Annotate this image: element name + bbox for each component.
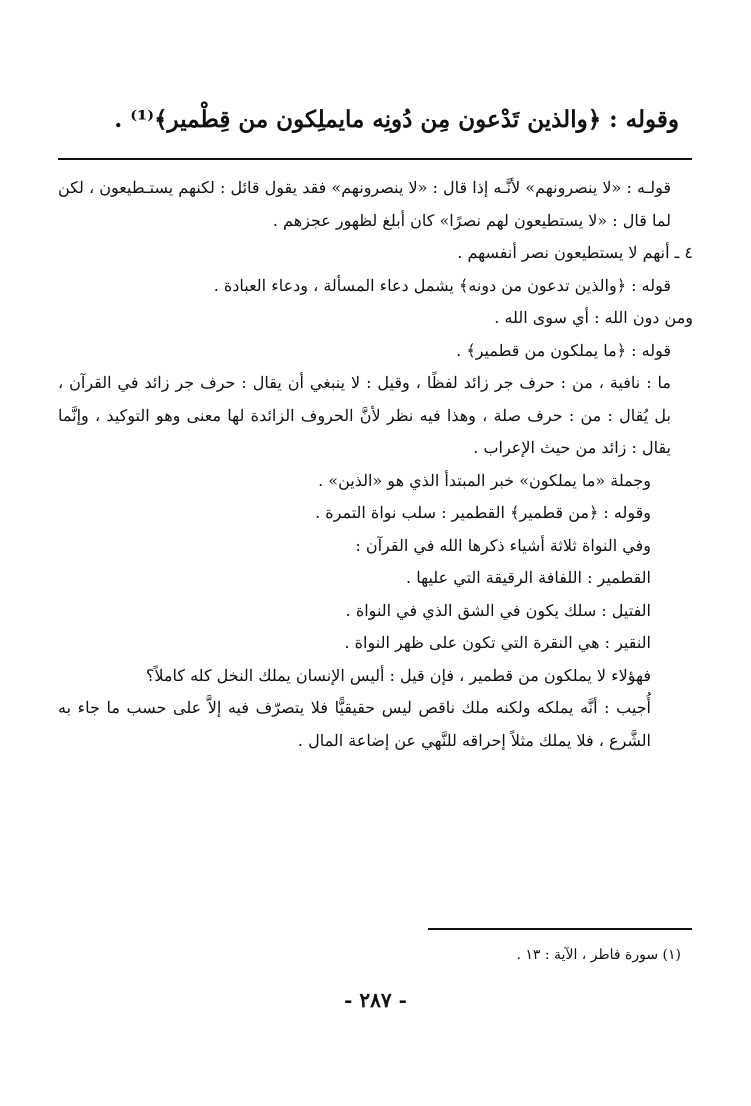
paragraph-14: أُجيب : أنَّه يملكه ولكنه ملك ناقص ليس حقيقيًّا فلا يتصرّف فيه إلاَّ على حسب ما جاء به الشَّرع ، فلا يملك مثلاً إحراقه للنَّهي عن إضاعة المال .: [58, 698, 651, 750]
paragraph-10: القطمير : اللفافة الرقيقة التي عليها .: [406, 568, 651, 587]
paragraph-2: ٤ ـ أنهم لا يستطيعون نصر أنفسهم .: [457, 243, 693, 262]
paragraph-13: فهؤلاء لا يملكون من قطمير ، فإن قيل : أليس الإنسان يملك النخل كله كاملاً؟: [145, 665, 651, 685]
paragraph-1: قولـه : «لا ينصرونهم» لأنَّـه إذا قال : «لا ينصرونهم» فقد يقول قائل : لكنهم يستـطيعون ، لكن لما قال : «لا يستطيعون لهم نصرًا» كان أبلغ لظهور عجزهم .: [58, 178, 671, 230]
body-text: [58, 172, 693, 757]
paragraph-4: ومن دون الله : أي سوى الله .: [494, 308, 693, 327]
header-divider: [58, 158, 692, 160]
paragraph-7: وجملة «ما يملكون» خبر المبتدأ الذي هو «الذين» .: [318, 470, 651, 490]
paragraph-6: ما : نافية ، من : حرف جر زائد لفظًا ، وقيل : لا ينبغي أن يقال : حرف جر زائد في القرآن ، بل يُقال : من : حرف صلة ، وهذا فيه نظر لأنَّ الحروف الزائدة لها معنى وهو التوكيد ، وإنَّما يقال : زائد من حيث الإعراب .: [58, 373, 671, 457]
paragraph-8: وقوله : ﴿من قطمير﴾ القطمير : سلب نواة التمرة .: [315, 503, 651, 522]
paragraph-3: قوله : ﴿والذين تدعون من دونه﴾ يشمل دعاء المسألة ، ودعاء العبادة .: [213, 275, 671, 295]
footnote: (١) سورة فاطر ، الآية : ١٣ .: [516, 947, 681, 963]
verse-header: وقوله : ﴿والذين تَدْعون مِن دُونِه مايملِكون من قِطْمير﴾⁽¹⁾ .: [114, 106, 679, 133]
page-number: - ٢٨٧ -: [344, 988, 407, 1012]
footnote-divider: [428, 928, 692, 930]
paragraph-12: النقير : هي النقرة التي تكون على ظهر النواة .: [344, 633, 651, 652]
paragraph-9: وفي النواة ثلاثة أشياء ذكرها الله في القرآن :: [355, 535, 651, 555]
paragraph-5: قوله : ﴿ما يملكون من قطمير﴾ .: [456, 340, 671, 360]
paragraph-11: الفتيل : سلك يكون في الشق الذي في النواة .: [345, 600, 651, 620]
